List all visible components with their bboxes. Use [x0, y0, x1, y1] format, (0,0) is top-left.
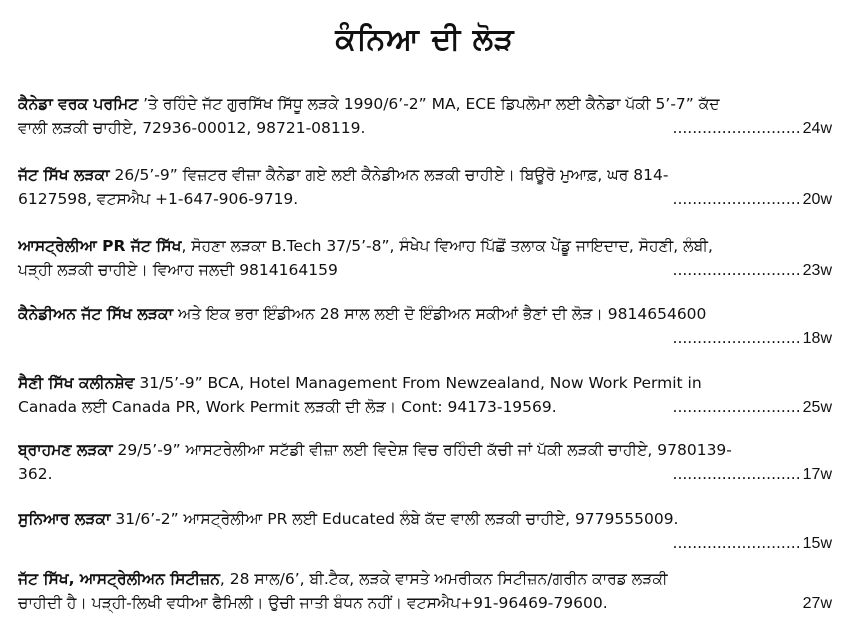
- listing-line-1: [18, 438, 832, 462]
- listing-text-cont: 362.: [18, 465, 53, 483]
- listing-code: 20w: [802, 191, 832, 208]
- listing-text: , ਸੋਹਣਾ ਲੜਕਾ B.Tech 37/5’-8”, ਸੰਖੇਪ ਵਿਆਹ ਪਿੱਛੋਂ ਤਲਾਕ ਪੇਂਡੂ ਜਾਇਦਾਦ, ਸੋਹਣੀ, ਲੰਬੀ,: [181, 237, 713, 255]
- listing: [18, 302, 832, 351]
- listing-line-2: [18, 591, 832, 616]
- listing-line-2: [18, 326, 832, 351]
- listing-code: 18w: [802, 330, 832, 347]
- listing-text-cont: ਵਾਲੀ ਲੜਕੀ ਚਾਹੀਏ, 72936-00012, 98721-08119.: [18, 119, 366, 137]
- listing-lead: ਆਸਟ੍ਰੇਲੀਆ PR ਜੱਟ ਸਿੱਖ: [18, 237, 182, 255]
- page-title: ਕੰਨਿਆ ਦੀ ਲੋੜ: [335, 22, 515, 57]
- listing-text: 31/6’-2” ਆਸਟ੍ਰੇਲੀਆ PR ਲਈ Educated ਲੰਬੇ ਕੱਦ ਵਾਲੀ ਲੜਕੀ ਚਾਹੀਏ, 9779555009.: [110, 510, 679, 528]
- listing: [18, 92, 832, 141]
- listing-lead: ਕੈਨੇਡੀਅਨ ਜੱਟ ਸਿੱਖ ਲੜਕਾ: [18, 305, 174, 323]
- listing-line-1: [18, 507, 832, 531]
- listing-code: 17w: [802, 466, 832, 483]
- listing-line-2: [18, 116, 832, 141]
- listing-line-1: [18, 302, 832, 326]
- leader-dots: ..........................: [672, 329, 801, 347]
- listing-text: 31/5’-9” BCA, Hotel Management From Newzealand, Now Work Permit in: [134, 374, 702, 392]
- listing: [18, 163, 832, 212]
- listing-line-2: [18, 187, 832, 212]
- listing-line-2: [18, 395, 832, 420]
- leader-dots: ..........................: [672, 190, 801, 208]
- listing-text-cont: 6127598, ਵਟਸਐਪ +1-647-906-9719.: [18, 190, 299, 208]
- listing-line-1: [18, 234, 832, 258]
- listing-text: ’ਤੇ ਰਹਿੰਦੇ ਜੱਟ ਗੁਰਸਿੱਖ ਸਿੱਧੂ ਲੜਕੇ 1990/6’-2” MA, ECE ਡਿਪਲੋਮਾ ਲਈ ਕੈਨੇਡਾ ਪੱਕੀ 5’-7” ਕੱਦ: [138, 95, 720, 113]
- listing-text: ਅਤੇ ਇਕ ਭਰਾ ਇੰਡੀਅਨ 28 ਸਾਲ ਲਈ ਦੋ ਇੰਡੀਅਨ ਸਕੀਆਂ ਭੈਣਾਂ ਦੀ ਲੋੜ। 9814654600: [173, 305, 707, 323]
- listing-text-cont: ਪੜ੍ਹੀ ਲੜਕੀ ਚਾਹੀਏ। ਵਿਆਹ ਜਲਦੀ 9814164159: [18, 261, 338, 279]
- listing-line-2: [18, 531, 832, 556]
- listing-lead: ਸੁਨਿਆਰ ਲੜਕਾ: [18, 510, 111, 528]
- listing: [18, 567, 832, 616]
- listing-line-1: [18, 567, 832, 591]
- listing-code: 23w: [802, 262, 832, 279]
- listing-line-1: [18, 371, 832, 395]
- leader-dots: ..........................: [672, 534, 801, 552]
- listing-lead: ਕੈਨੇਡਾ ਵਰਕ ਪਰਮਿਟ: [18, 95, 139, 113]
- listing: [18, 371, 832, 420]
- listing: [18, 234, 832, 283]
- listing-code: 25w: [802, 399, 832, 416]
- leader-dots: ..........................: [672, 119, 801, 137]
- listing-lead: ਜੱਟ ਸਿੱਖ ਲੜਕਾ: [18, 166, 110, 184]
- listing-code: 27w: [802, 595, 832, 612]
- listing: [18, 507, 832, 556]
- listing-text: 29/5’-9” ਆਸਟਰੇਲੀਆ ਸਟੱਡੀ ਵੀਜ਼ਾ ਲਈ ਵਿਦੇਸ਼ ਵਿਚ ਰਹਿੰਦੀ ਕੱਚੀ ਜਾਂ ਪੱਕੀ ਲੜਕੀ ਚਾਹੀਏ, 9780139-: [112, 441, 732, 459]
- listing-lead: ਸੈਣੀ ਸਿੱਖ ਕਲੀਨਸ਼ੇਵ: [18, 374, 135, 392]
- listing-code: 24w: [802, 120, 832, 137]
- listing-line-2: [18, 462, 832, 487]
- listing-line-1: [18, 163, 832, 187]
- listing-line-2: [18, 258, 832, 283]
- leader-dots: ..........................: [672, 465, 801, 483]
- leader-dots: ..........................: [672, 398, 801, 416]
- listing-text: , 28 ਸਾਲ/6’, ਬੀ.ਟੈਕ, ਲੜਕੇ ਵਾਸਤੇ ਅਮਰੀਕਨ ਸਿਟੀਜ਼ਨ/ਗਰੀਨ ਕਾਰਡ ਲੜਕੀ: [219, 570, 668, 588]
- listing-lead: ਬ੍ਰਾਹਮਣ ਲੜਕਾ: [18, 441, 113, 459]
- listing-lead: ਜੱਟ ਸਿੱਖ, ਆਸਟ੍ਰੇਲੀਅਨ ਸਿਟੀਜ਼ਨ: [18, 570, 220, 588]
- listing-code: 15w: [802, 535, 832, 552]
- listing-text-cont: ਚਾਹੀਦੀ ਹੈ। ਪੜ੍ਹੀ-ਲਿਖੀ ਵਧੀਆ ਫੈਮਿਲੀ। ਉਚੀ ਜਾਤੀ ਬੰਧਨ ਨਹੀਂ। ਵਟਸਐਪ+91-96469-79600.: [18, 594, 608, 612]
- listing-text: 26/5’-9” ਵਿਜ਼ਟਰ ਵੀਜ਼ਾ ਕੈਨੇਡਾ ਗਏ ਲਈ ਕੈਨੇਡੀਅਨ ਲੜਕੀ ਚਾਹੀਏ। ਬਿਊਰੋ ਮੁਆਫ਼, ਘਰ 814-: [109, 166, 669, 184]
- leader-dots: ..........................: [672, 261, 801, 279]
- listing-text-cont: Canada ਲਈ Canada PR, Work Permit ਲੜਕੀ ਦੀ ਲੋੜ। Cont: 94173-19569.: [18, 398, 557, 416]
- listing-line-1: [18, 92, 832, 116]
- listing: [18, 438, 832, 487]
